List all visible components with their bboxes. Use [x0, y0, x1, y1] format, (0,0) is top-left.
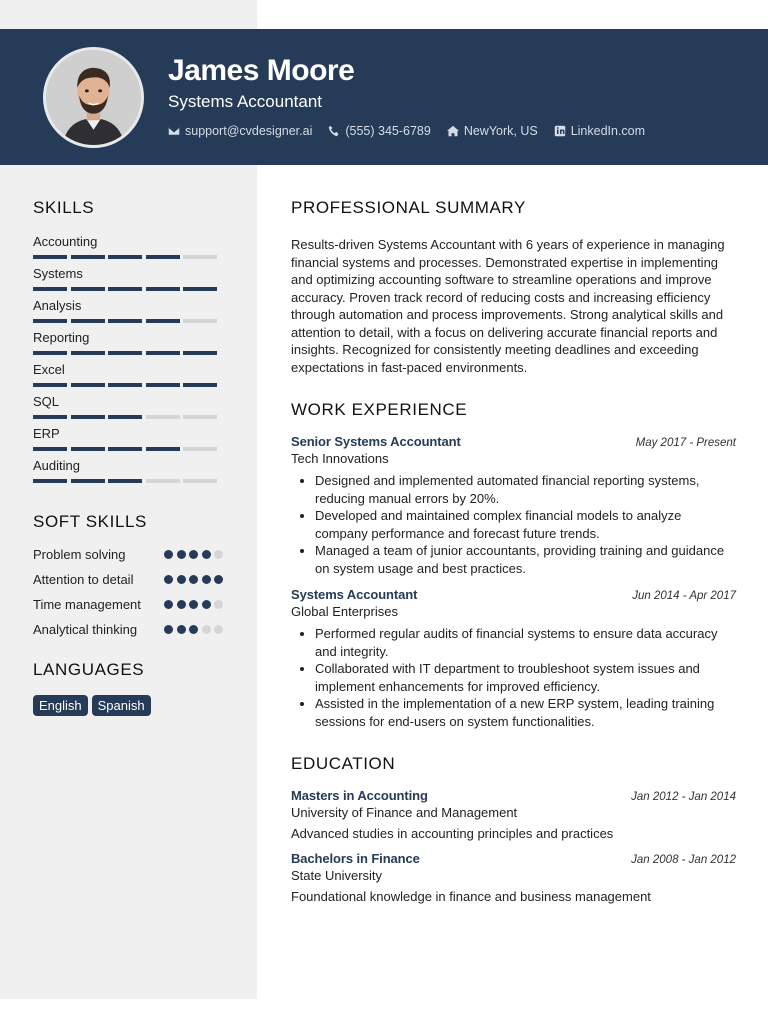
skill-item: [33, 458, 223, 490]
school-name: State University: [291, 868, 383, 883]
job-title-headline: Systems Accountant: [168, 92, 323, 111]
skill-level-bar: [33, 479, 223, 483]
skill-level-bar: [33, 383, 223, 387]
location-text: NewYork, US: [463, 124, 538, 138]
email-text: support@cvdesigner.ai: [185, 124, 313, 138]
job-bullet: • Designed and implemented automated financial reporting systems, reducing manual errors by 20%.: [315, 472, 736, 507]
skill-level-segment: [183, 287, 217, 291]
contact-location[interactable]: [447, 124, 538, 138]
rating-dot: [214, 600, 223, 609]
rating-dot: [164, 625, 173, 634]
skill-label: Auditing: [33, 458, 80, 473]
soft-skill-item: [33, 546, 223, 563]
language-tag: English: [33, 695, 88, 716]
skill-level-bar: [33, 255, 223, 259]
skill-item: [33, 234, 223, 266]
soft-skill-rating: [161, 596, 224, 613]
summary-text: Results-driven Systems Accountant with 6 years of experience in managing financial systems and processes. Demonstrated expertise in implementing and optimizing accounting software to streamline operations and improve accuracy. Proven track record of reducing costs and increasing efficiency through automation and process improvements. Strong analytical skills and attention to detail, with a focus on delivering accurate financial reports and insights. Recognized for consistently meeting deadlines and exceeding expectations in fast-paced environments.: [291, 237, 725, 375]
skill-item: [33, 330, 223, 362]
languages-heading: LANGUAGES: [33, 660, 145, 679]
languages-list: [33, 695, 223, 716]
education-description: Foundational knowledge in finance and business management: [291, 889, 651, 904]
soft-skill-rating: [161, 571, 224, 588]
candidate-name: James Moore: [168, 54, 355, 87]
skill-level-segment: [108, 447, 142, 451]
skill-level-segment: [33, 319, 67, 323]
skill-level-bar: [33, 447, 223, 451]
soft-skills-list: [33, 546, 223, 638]
school-name: University of Finance and Management: [291, 805, 518, 820]
contact-email[interactable]: [168, 124, 312, 138]
soft-skill-rating: [161, 546, 224, 563]
skill-level-segment: [71, 255, 105, 259]
soft-skill-label: Problem solving: [33, 547, 126, 562]
rating-dot: [189, 625, 198, 634]
job-bullets: [291, 625, 736, 730]
job-title: Systems Accountant: [291, 587, 418, 602]
skill-level-segment: [33, 447, 67, 451]
job-bullet: • Developed and maintained complex financial models to analyze company performance and forecast future trends.: [315, 507, 736, 542]
soft-skill-item: [33, 621, 223, 638]
soft-skill-rating: [161, 621, 224, 638]
skill-level-segment: [71, 479, 105, 483]
skill-item: [33, 298, 223, 330]
soft-skill-label: Time management: [33, 597, 141, 612]
skill-level-segment: [33, 255, 67, 259]
work-heading: WORK EXPERIENCE: [291, 400, 468, 419]
skill-item: [33, 266, 223, 298]
job-entry: [291, 587, 736, 730]
skill-label: Reporting: [33, 330, 90, 345]
skill-item: [33, 362, 223, 394]
rating-dot: [214, 625, 223, 634]
skill-level-bar: [33, 415, 223, 419]
skill-level-segment: [183, 447, 217, 451]
rating-dot: [202, 625, 211, 634]
phone-text: (555) 345-6789: [345, 124, 431, 138]
job-title: Senior Systems Accountant: [291, 434, 461, 449]
skill-level-segment: [108, 383, 142, 387]
linkedin-icon: [554, 125, 566, 137]
home-icon: [447, 125, 459, 137]
soft-skill-item: [33, 571, 223, 588]
education-date: Jan 2012 - Jan 2014: [631, 791, 736, 803]
skill-level-bar: [33, 287, 223, 291]
skill-level-segment: [183, 479, 217, 483]
linkedin-text: LinkedIn.com: [570, 124, 646, 138]
job-bullet: • Assisted in the implementation of a new ERP system, leading training sessions for end-users on system functionalities.: [315, 695, 736, 730]
skill-level-segment: [33, 415, 67, 419]
skills-heading: SKILLS: [33, 198, 95, 217]
summary-heading: PROFESSIONAL SUMMARY: [291, 198, 526, 217]
soft-skill-label: Analytical thinking: [33, 622, 138, 637]
language-tag: Spanish: [92, 695, 151, 716]
skill-label: Excel: [33, 362, 65, 377]
job-bullets: [291, 472, 736, 577]
education-list: [291, 788, 736, 904]
skill-level-segment: [33, 287, 67, 291]
contact-linkedin[interactable]: [554, 124, 645, 138]
rating-dot: [189, 550, 198, 559]
rating-dot: [189, 600, 198, 609]
skill-level-segment: [33, 351, 67, 355]
skill-level-segment: [183, 255, 217, 259]
skill-level-segment: [71, 351, 105, 355]
skill-level-segment: [183, 415, 217, 419]
skill-level-segment: [33, 479, 67, 483]
rating-dot: [164, 575, 173, 584]
education-entry: [291, 788, 736, 841]
profile-photo-icon: [46, 50, 141, 145]
rating-dot: [177, 625, 186, 634]
rating-dot: [177, 550, 186, 559]
skill-level-segment: [146, 415, 180, 419]
job-bullet: • Performed regular audits of financial systems to ensure data accuracy and integrity.: [315, 625, 736, 660]
skill-level-bar: [33, 319, 223, 323]
skill-level-segment: [108, 415, 142, 419]
rating-dot: [164, 600, 173, 609]
soft-skill-item: [33, 596, 223, 613]
skill-level-segment: [183, 351, 217, 355]
job-header: [291, 434, 736, 449]
soft-skill-label: Attention to detail: [33, 572, 134, 587]
skill-level-segment: [108, 287, 142, 291]
skill-level-segment: [71, 287, 105, 291]
education-date: Jan 2008 - Jan 2012: [631, 854, 736, 866]
contact-bar: [168, 124, 661, 138]
job-bullet: • Collaborated with IT department to troubleshoot system issues and implement enhancements for improved efficiency.: [315, 660, 736, 695]
company-name: Global Enterprises: [291, 604, 398, 619]
skill-label: ERP: [33, 426, 60, 441]
skill-label: Systems: [33, 266, 83, 281]
phone-icon: [328, 125, 340, 137]
job-entry: [291, 434, 736, 577]
rating-dot: [202, 575, 211, 584]
skill-level-bar: [33, 351, 223, 355]
skill-level-segment: [146, 351, 180, 355]
skill-item: [33, 394, 223, 426]
skill-level-segment: [108, 479, 142, 483]
skill-level-segment: [108, 255, 142, 259]
degree-title: Masters in Accounting: [291, 788, 428, 803]
skill-level-segment: [71, 415, 105, 419]
skill-level-segment: [71, 319, 105, 323]
skill-label: Analysis: [33, 298, 82, 313]
skill-level-segment: [71, 447, 105, 451]
rating-dot: [214, 550, 223, 559]
skill-level-segment: [146, 287, 180, 291]
rating-dot: [214, 575, 223, 584]
contact-phone[interactable]: [328, 124, 430, 138]
rating-dot: [164, 550, 173, 559]
skill-level-segment: [146, 479, 180, 483]
envelope-icon: [168, 125, 180, 137]
soft-skills-heading: SOFT SKILLS: [33, 512, 147, 531]
skill-level-segment: [71, 383, 105, 387]
education-header: [291, 788, 736, 803]
main-content: [291, 198, 736, 904]
skill-label: SQL: [33, 394, 60, 409]
education-entry: [291, 851, 736, 904]
skill-level-segment: [33, 383, 67, 387]
education-description: Advanced studies in accounting principles and practices: [291, 826, 614, 841]
rating-dot: [177, 575, 186, 584]
skill-level-segment: [146, 447, 180, 451]
skill-item: [33, 426, 223, 458]
job-date: May 2017 - Present: [635, 437, 736, 449]
rating-dot: [189, 575, 198, 584]
skill-level-segment: [183, 319, 217, 323]
job-date: Jun 2014 - Apr 2017: [632, 590, 736, 602]
education-header: [291, 851, 736, 866]
skill-level-segment: [146, 319, 180, 323]
avatar: [43, 47, 144, 148]
company-name: Tech Innovations: [291, 451, 389, 466]
degree-title: Bachelors in Finance: [291, 851, 420, 866]
skill-level-segment: [146, 383, 180, 387]
skill-level-segment: [146, 255, 180, 259]
rating-dot: [202, 550, 211, 559]
skill-level-segment: [108, 351, 142, 355]
rating-dot: [202, 600, 211, 609]
job-header: [291, 587, 736, 602]
sidebar: [33, 198, 223, 716]
job-bullet: • Managed a team of junior accountants, providing training and guidance on system usage and best practices.: [315, 542, 736, 577]
rating-dot: [177, 600, 186, 609]
skills-list: [33, 234, 223, 490]
education-heading: EDUCATION: [291, 754, 396, 773]
skill-level-segment: [108, 319, 142, 323]
jobs-list: [291, 434, 736, 730]
skill-label: Accounting: [33, 234, 98, 249]
skill-level-segment: [183, 383, 217, 387]
